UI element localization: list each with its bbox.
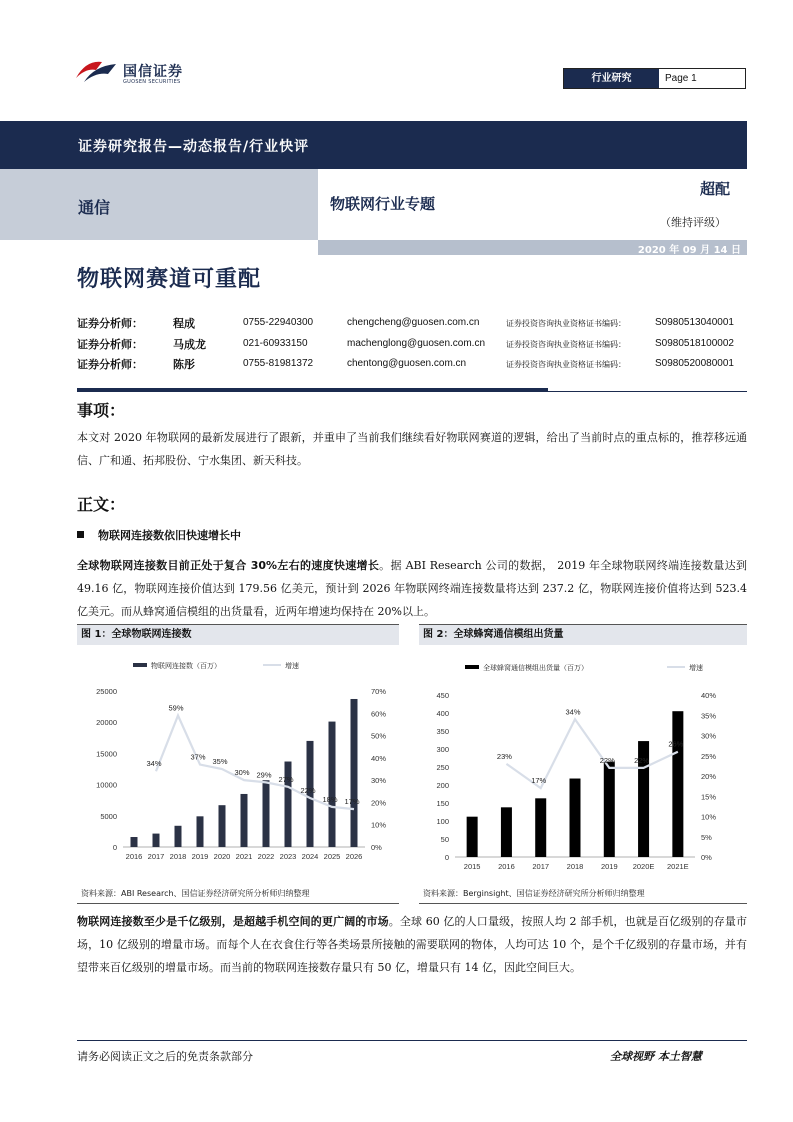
y-tick-left: 350 [436,727,449,736]
bar [175,826,182,847]
footer-divider [77,1040,747,1041]
analyst-label: 证券分析师： [77,358,143,371]
company-logo [74,58,224,88]
data-label: 29% [256,770,272,780]
footer-disclaimer: 请务必阅读正文之后的免责条款部分 [77,1050,253,1063]
x-tick-label: 2025 [323,852,341,861]
cert-label: 证券投资咨询执业资格证书编码： [506,360,626,369]
bar [535,798,546,857]
legend-label-bars: 全球蜂窝通信模组出货量（百万） [483,664,588,672]
data-label: 22% [599,755,615,765]
figure-1 [77,624,399,904]
x-tick-label: 2017 [532,862,550,871]
bar [570,779,581,857]
rating-note: （维持评级） [660,216,726,229]
legend-label-line: 增速 [689,664,703,672]
logo-text-cn: 国信证券 [123,64,183,80]
y-tick-left: 100 [436,817,449,826]
x-tick-label: 2020 [213,852,231,861]
figure-2-caption: 图 2：全球蜂窝通信模组出货量 [419,625,747,645]
data-label: 59% [168,703,184,713]
y-tick-right: 20% [371,798,387,808]
y-tick-right: 40% [701,691,717,700]
x-tick-label: 2016 [125,852,143,861]
analyst-name: 陈彤 [173,358,195,371]
legend-label-bars: 物联网连接数（百万） [151,662,221,670]
analyst-label: 证券分析师： [77,338,143,351]
cert-label: 证券投资咨询执业资格证书编码： [506,319,626,328]
y-tick-left: 0 [444,853,449,862]
guosen-logo-icon [74,58,118,86]
report-type-band [0,121,747,169]
analyst-name: 马成龙 [173,338,206,351]
x-tick-label: 2021E [667,862,689,871]
divider [77,391,747,392]
x-tick-label: 2018 [169,852,187,861]
y-tick-right: 10% [701,812,717,822]
data-label: 37% [190,752,206,762]
y-tick-left: 0 [112,843,117,852]
paragraph-1-body: 。据 ABI Research 公司的数据， 2019 年全球物联网终端连接数量达到 49.16 亿，物联网连接价值达到 179.56 亿美元，预计到 2026 年物联网终端连接数量将达到 237.2 亿，物联网连接价值将达到 523.4 亿美元。而从蜂窝通信模组的出货量看，近两年增速均保持在 20%以上。 [77,559,747,618]
x-tick-label: 2022 [257,852,275,861]
bar [241,794,248,847]
y-tick-right: 0% [701,853,712,862]
sector-band [0,169,318,240]
bar [501,807,512,857]
topic-label: 物联网行业专题 [330,195,436,213]
data-label: 22% [634,755,650,765]
analyst-row [77,356,757,374]
sector-label: 通信 [78,198,111,217]
page-indicator [563,68,746,89]
analyst-email[interactable]: machenglong@guosen.com.cn [347,338,486,349]
y-tick-right: 35% [701,711,717,721]
cert-label: 证券投资咨询执业资格证书编码： [506,340,626,349]
bar [329,722,336,847]
y-tick-right: 30% [371,776,387,786]
bar [153,834,160,847]
figure-1-source: 资料来源：ABI Research、国信证券经济研究所分析师归纳整理 [81,889,310,898]
paragraph-1-lead: 全球物联网连接数目前正处于复合 30%左右的速度快速增长 [77,559,380,572]
bullet-square-icon [77,531,84,538]
report-type: 证券研究报告—动态报告/行业快评 [78,139,310,155]
y-tick-left: 250 [436,763,449,772]
cert-number: S0980520080001 [655,358,734,369]
legend-swatch-bars [465,665,479,669]
y-tick-right: 10% [371,820,387,830]
data-label: 30% [234,768,250,778]
bar [263,780,270,847]
bar [131,837,138,847]
y-tick-right: 40% [371,753,387,763]
analyst-name: 程成 [173,317,195,330]
y-tick-left: 5000 [100,811,117,821]
y-tick-right: 60% [371,709,387,719]
bar [604,762,615,857]
figure-2 [419,624,747,904]
figure-2-source: 资料来源：Berginsight、国信证券经济研究所分析师归纳整理 [423,889,645,898]
data-label: 26% [668,739,684,749]
y-tick-right: 15% [701,792,717,802]
data-label: 34% [565,707,581,717]
x-tick-label: 2023 [279,852,297,861]
body-heading: 正文： [77,495,126,514]
x-tick-label: 2020E [632,862,655,871]
legend-swatch-bars [133,663,147,667]
y-tick-left: 400 [436,709,449,718]
y-tick-right: 50% [371,731,387,741]
data-label: 22% [300,785,316,795]
x-tick-label: 2015 [463,862,481,871]
analyst-row [77,336,757,354]
data-label: 18% [322,794,338,804]
date-bar [318,240,747,255]
paragraph-2-lead: 物联网连接数至少是千亿级别，是超越手机空间的更广阔的市场 [77,915,389,928]
analyst-label: 证券分析师： [77,317,143,330]
report-category: 行业研究 [564,69,659,88]
bar [467,817,478,857]
analyst-phone: 0755-81981372 [243,358,314,369]
chart-module-shipments [419,647,747,883]
bar [351,699,358,847]
page-title: 物联网赛道可重配 [77,267,262,292]
analyst-phone: 0755-22940300 [243,317,314,328]
rating-label: 超配 [700,180,731,198]
matter-heading: 事项： [77,401,126,420]
paragraph-2-body: 。全球 60 亿的人口量级，按照人均 2 部手机，也就是百亿级别的存量市场，10 亿级别的增量市场。而每个人在衣食住行等各类场景所接触的需要联网的物体，人均可达 10 个，是个千亿级别的存量市场，并有望带来百亿级别的增量市场。而当前的物联网连接数存量只有 50 亿，增量只有 14 亿，因此空间巨大。 [77,915,748,974]
y-tick-left: 15000 [96,749,117,759]
page-number: Page 1 [665,73,697,84]
y-tick-right: 0% [371,843,382,852]
analyst-email[interactable]: chengcheng@guosen.com.cn [347,317,480,328]
y-tick-left: 150 [436,799,449,808]
paragraph-2 [77,910,747,979]
cert-number: S0980513040001 [655,317,734,328]
data-label: 34% [146,759,162,769]
section-bullet [77,527,241,543]
footer-slogan: 全球视野 本土智慧 [610,1050,702,1063]
logo-text-en: GUOSEN SECURITIES [123,79,181,85]
y-tick-left: 10000 [96,780,117,790]
x-tick-label: 2019 [191,852,209,861]
report-date: 2020 年 09 月 14 日 [637,245,741,256]
data-label: 23% [496,751,512,761]
y-tick-left: 50 [440,835,449,844]
y-tick-right: 5% [701,832,712,842]
x-tick-label: 2017 [147,852,165,861]
analyst-row [77,315,757,333]
analyst-email[interactable]: chentong@guosen.com.cn [347,358,467,369]
matter-text: 本文对 2020 年物联网的最新发展进行了跟新，并重申了当前我们继续看好物联网赛道的逻辑，给出了当前时点的重点标的，推荐移远通信、广和通、拓邦股份、宁水集团、新天科技。 [77,431,747,467]
y-tick-left: 300 [436,745,449,754]
x-tick-label: 2018 [566,862,584,871]
x-tick-label: 2026 [345,852,363,861]
chart-connections [77,647,399,883]
bar [197,816,204,847]
x-tick-label: 2019 [600,862,618,871]
y-tick-left: 200 [436,781,449,790]
x-tick-label: 2024 [301,852,319,861]
figure-1-caption: 图 1：全球物联网连接数 [77,625,399,645]
x-tick-label: 2016 [498,862,515,871]
paragraph-1 [77,554,747,623]
y-tick-left: 20000 [96,718,117,728]
bar [219,805,226,847]
analyst-phone: 021-60933150 [243,338,308,349]
y-tick-left: 450 [436,691,449,700]
data-label: 27% [278,774,294,784]
data-label: 35% [212,757,228,766]
data-label: 17% [344,797,360,807]
y-tick-right: 70% [371,687,387,696]
bullet-text: 物联网连接数依旧快速增长中 [98,529,241,542]
y-tick-right: 20% [701,772,717,781]
bar [672,711,683,857]
y-tick-left: 25000 [96,687,117,696]
x-tick-label: 2021 [235,852,253,861]
y-tick-right: 30% [701,731,717,741]
legend-label-line: 增速 [285,662,299,670]
data-label: 17% [531,776,547,786]
y-tick-right: 25% [701,751,717,761]
cert-number: S0980518100002 [655,338,734,349]
